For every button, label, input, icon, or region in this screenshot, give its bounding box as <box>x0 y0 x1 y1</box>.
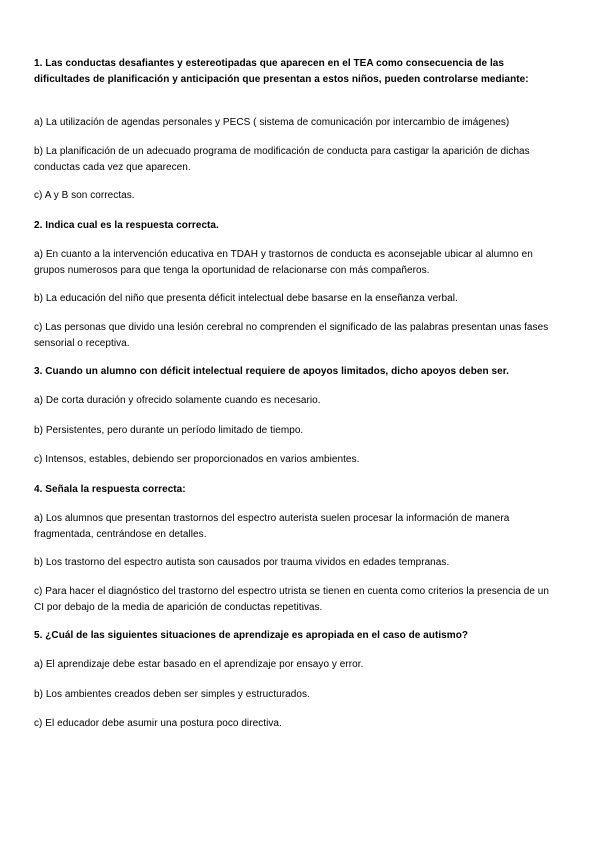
question-5-option-a: a) El aprendizaje debe estar basado en el aprendizaje por ensayo y error. <box>34 659 364 670</box>
question-1-option-a: a) La utilización de agendas personales y PECS ( sistema de comunicación por intercambio de imágenes) <box>34 117 510 128</box>
question-3-option-b: b) Persistentes, pero durante un período limitado de tiempo. <box>34 425 304 436</box>
question-5-option-b: b) Los ambientes creados deben ser simples y estructurados. <box>34 689 310 700</box>
question-2-option-b: b) La educación del niño que presenta déficit intelectual debe basarse en la enseñanza verbal. <box>34 293 458 304</box>
question-4: 4. Señala la respuesta correcta: <box>34 484 186 495</box>
question-5: 5. ¿Cuál de las siguientes situaciones de aprendizaje es apropiada en el caso de autismo? <box>34 630 469 641</box>
question-3: 3. Cuando un alumno con déficit intelectual requiere de apoyos limitados, dicho apoyos deben ser. <box>34 366 509 377</box>
question-3-option-c: c) Intensos, estables, debiendo ser proporcionados en varios ambientes. <box>34 454 360 465</box>
question-4-option-b: b) Los trastorno del espectro autista son causados por trauma vividos en edades tempranas. <box>34 557 450 568</box>
question-2: 2. Indica cual es la respuesta correcta. <box>34 220 219 231</box>
question-1: 1. Las conductas desafiantes y estereotipadas que aparecen en el TEA como consecuencia de las dificultades de planificación y anticipación que presentan a estos niños, pueden controlarse mediante: <box>34 58 529 85</box>
question-5-option-c: c) El educador debe asumir una postura poco directiva. <box>34 718 282 729</box>
question-2-option-c: c) Las personas que divido una lesión cerebral no comprenden el significado de las palabras presentan unas fases sensorial o receptiva. <box>34 322 549 349</box>
question-3-option-a: a) De corta duración y ofrecido solamente cuando es necesario. <box>34 395 321 406</box>
question-1-option-b: b) La planificación de un adecuado programa de modificación de conducta para castigar la aparición de dichas conductas cada vez que aparecen. <box>34 146 530 173</box>
question-2-option-a: a) En cuanto a la intervención educativa en TDAH y trastornos de conducta es aconsejable ubicar al alumno en grupos numerosos para que tenga la oportunidad de relacionarse con más compañeros. <box>34 249 533 276</box>
question-4-option-a: a) Los alumnos que presentan trastornos del espectro auterista suelen procesar la información de manera fragmentada, centrándose en detalles. <box>34 513 510 540</box>
question-4-option-c: c) Para hacer el diagnóstico del trastorno del espectro utrista se tienen en cuenta como criterios la presencia de un CI por debajo de la media de aparición de conductas repetitivas. <box>34 586 550 613</box>
question-1-option-c: c) A y B son correctas. <box>34 190 135 201</box>
